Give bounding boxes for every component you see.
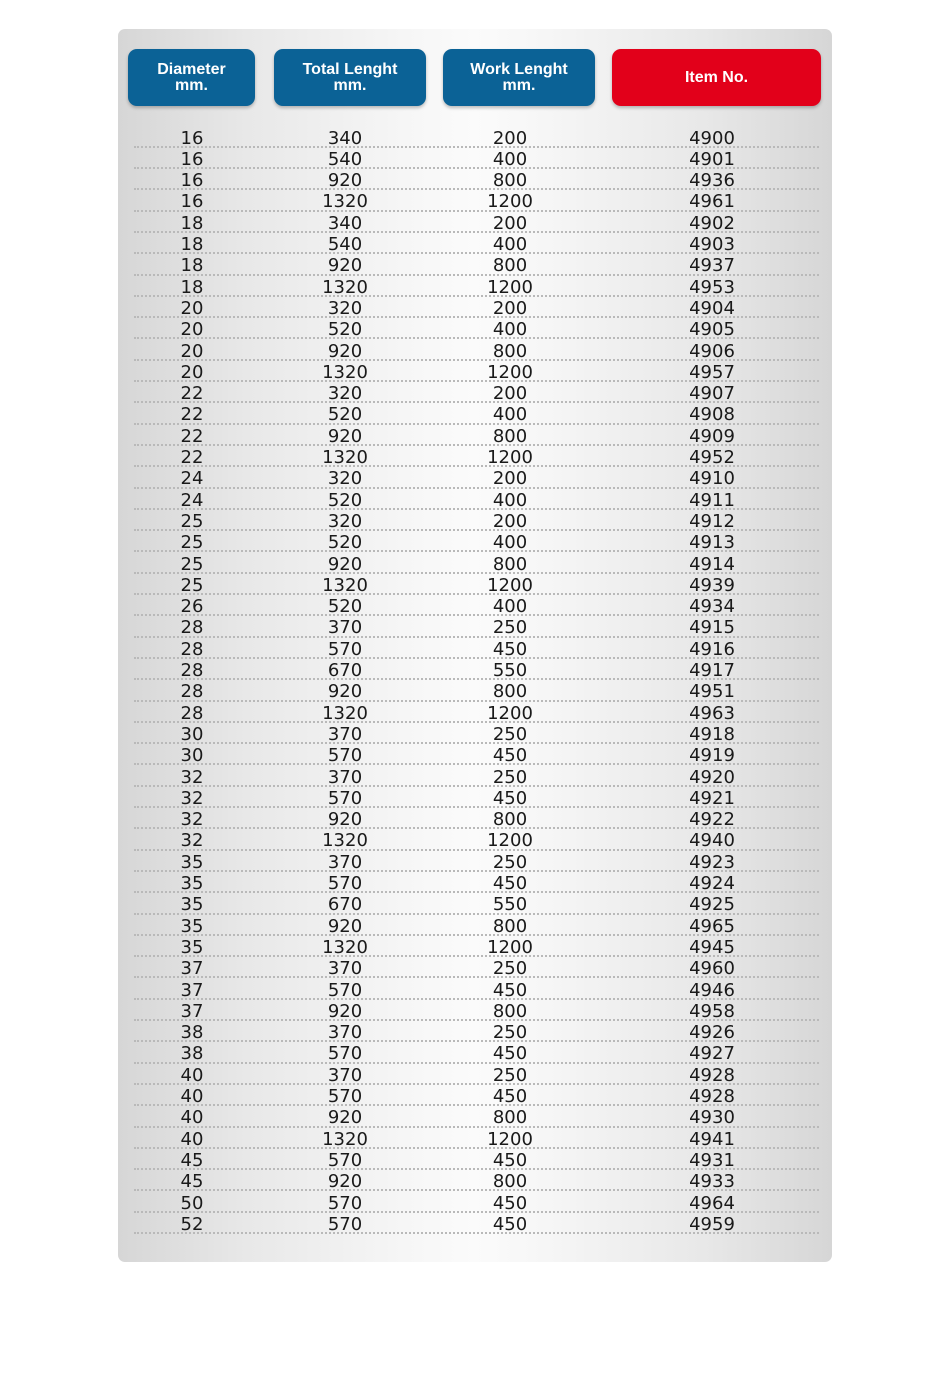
total-length-cell: 570 — [327, 1192, 363, 1214]
table-row — [0, 830, 950, 851]
total-length-cell: 370 — [327, 851, 363, 873]
item-no-cell: 4912 — [689, 510, 735, 532]
diameter-cell: 32 — [180, 809, 204, 831]
item-no-cell: 4930 — [689, 1107, 735, 1129]
work-length-cell: 450 — [492, 787, 528, 809]
item-no-cell: 4911 — [689, 489, 735, 511]
diameter-cell: 32 — [180, 766, 204, 788]
item-no-cell: 4939 — [689, 574, 735, 596]
diameter-cell: 16 — [180, 170, 204, 192]
table-row — [0, 128, 950, 149]
header-item-no-label: Item No. — [684, 68, 749, 86]
item-no-cell: 4924 — [689, 873, 735, 894]
work-length-cell: 200 — [492, 212, 528, 234]
work-length-cell: 800 — [492, 681, 528, 703]
total-length-cell: 570 — [327, 1149, 363, 1171]
total-length-cell: 520 — [327, 489, 363, 511]
item-no-cell: 4936 — [689, 170, 735, 192]
diameter-cell: 52 — [180, 1213, 204, 1235]
table-row — [0, 447, 950, 468]
work-length-cell: 1200 — [487, 361, 533, 383]
item-no-cell: 4900 — [689, 127, 735, 149]
item-no-cell: 4946 — [689, 979, 735, 1001]
item-no-cell: 4913 — [689, 532, 735, 554]
total-length-cell: 920 — [327, 1171, 363, 1193]
work-length-cell: 450 — [492, 1149, 528, 1171]
item-no-cell: 4914 — [689, 553, 735, 575]
table-row — [0, 681, 950, 702]
item-no-cell: 4916 — [689, 638, 735, 660]
work-length-cell: 400 — [492, 489, 528, 511]
item-no-cell: 4928 — [689, 1064, 735, 1086]
table-row — [0, 234, 950, 255]
total-length-cell: 320 — [327, 510, 363, 532]
item-no-cell: 4927 — [689, 1043, 735, 1065]
table-row — [0, 1214, 950, 1235]
item-no-cell: 4931 — [689, 1149, 735, 1171]
item-no-cell: 4917 — [689, 660, 735, 681]
diameter-cell: 35 — [180, 915, 204, 937]
table-row — [0, 745, 950, 766]
work-length-cell: 400 — [492, 596, 528, 618]
table-row — [0, 1193, 950, 1214]
total-length-cell: 520 — [327, 404, 363, 426]
diameter-cell: 38 — [180, 1022, 204, 1044]
item-no-cell: 4905 — [689, 319, 735, 341]
item-no-cell: 4920 — [689, 766, 735, 788]
work-length-cell: 800 — [492, 255, 528, 277]
table-row — [0, 468, 950, 489]
table-row — [0, 1171, 950, 1192]
diameter-cell: 30 — [180, 745, 204, 767]
work-length-cell: 1200 — [487, 830, 533, 852]
header-total-length-line2: mm. — [333, 76, 367, 94]
header-diameter-line1: Diameter — [157, 60, 226, 78]
item-no-cell: 4904 — [689, 297, 735, 319]
work-length-cell: 200 — [492, 468, 528, 490]
diameter-cell: 20 — [180, 340, 204, 362]
item-no-cell: 4915 — [689, 617, 735, 639]
total-length-cell: 920 — [327, 809, 363, 831]
work-length-cell: 1200 — [487, 191, 533, 213]
table-row — [0, 575, 950, 596]
total-length-cell: 920 — [327, 1000, 363, 1022]
total-length-cell: 1320 — [322, 361, 368, 383]
diameter-cell: 24 — [180, 468, 204, 490]
table-row — [0, 554, 950, 575]
total-length-cell: 920 — [327, 553, 363, 575]
item-no-cell: 4922 — [689, 809, 735, 831]
header-work-length-line2: mm. — [502, 76, 536, 94]
item-no-cell: 4918 — [689, 723, 735, 745]
work-length-cell: 1200 — [487, 276, 533, 298]
diameter-cell: 16 — [180, 127, 204, 149]
table-row — [0, 1129, 950, 1150]
work-length-cell: 200 — [492, 297, 528, 319]
item-no-cell: 4928 — [689, 1086, 735, 1107]
work-length-cell: 800 — [492, 170, 528, 192]
total-length-cell: 920 — [327, 340, 363, 362]
diameter-cell: 40 — [180, 1128, 204, 1150]
item-no-cell: 4906 — [689, 340, 735, 362]
total-length-cell: 1320 — [322, 702, 368, 724]
total-length-cell: 1320 — [322, 447, 368, 468]
work-length-cell: 450 — [492, 638, 528, 660]
header-item-no — [612, 49, 821, 106]
table-row — [0, 213, 950, 234]
item-no-cell: 4908 — [689, 404, 735, 426]
total-length-cell: 920 — [327, 681, 363, 703]
diameter-cell: 28 — [180, 660, 204, 681]
total-length-cell: 370 — [327, 766, 363, 788]
total-length-cell: 340 — [327, 127, 363, 149]
diameter-cell: 22 — [180, 447, 204, 468]
total-length-cell: 1320 — [322, 936, 368, 958]
total-length-cell: 920 — [327, 915, 363, 937]
table-row — [0, 1001, 950, 1022]
diameter-cell: 45 — [180, 1149, 204, 1171]
item-no-cell: 4965 — [689, 915, 735, 937]
total-length-cell: 570 — [327, 1086, 363, 1107]
item-no-cell: 4923 — [689, 851, 735, 873]
diameter-cell: 35 — [180, 894, 204, 916]
total-length-cell: 370 — [327, 958, 363, 980]
table-row — [0, 532, 950, 553]
item-no-cell: 4902 — [689, 212, 735, 234]
diameter-cell: 25 — [180, 574, 204, 596]
work-length-cell: 450 — [492, 1043, 528, 1065]
header-work-length — [443, 49, 595, 106]
diameter-cell: 35 — [180, 851, 204, 873]
total-length-cell: 1320 — [322, 191, 368, 213]
total-length-cell: 340 — [327, 212, 363, 234]
item-no-cell: 4958 — [689, 1000, 735, 1022]
work-length-cell: 1200 — [487, 936, 533, 958]
work-length-cell: 800 — [492, 425, 528, 447]
table-row — [0, 724, 950, 745]
total-length-cell: 670 — [327, 660, 363, 681]
item-no-cell: 4945 — [689, 936, 735, 958]
total-length-cell: 920 — [327, 170, 363, 192]
total-length-cell: 570 — [327, 873, 363, 894]
work-length-cell: 800 — [492, 340, 528, 362]
table-row — [0, 191, 950, 212]
diameter-cell: 24 — [180, 489, 204, 511]
diameter-cell: 22 — [180, 404, 204, 426]
total-length-cell: 370 — [327, 1022, 363, 1044]
table-row — [0, 639, 950, 660]
work-length-cell: 400 — [492, 148, 528, 170]
diameter-cell: 25 — [180, 553, 204, 575]
table-row — [0, 1022, 950, 1043]
header-total-length — [274, 49, 426, 106]
table-row — [0, 404, 950, 425]
item-no-cell: 4964 — [689, 1192, 735, 1214]
diameter-cell: 25 — [180, 510, 204, 532]
table-row — [0, 149, 950, 170]
diameter-cell: 28 — [180, 617, 204, 639]
table-row — [0, 490, 950, 511]
table-row — [0, 319, 950, 340]
item-no-cell: 4960 — [689, 958, 735, 980]
work-length-cell: 800 — [492, 1107, 528, 1129]
table-row — [0, 980, 950, 1001]
diameter-cell: 37 — [180, 979, 204, 1001]
table-row — [0, 298, 950, 319]
diameter-cell: 20 — [180, 361, 204, 383]
work-length-cell: 800 — [492, 1000, 528, 1022]
table-row — [0, 1150, 950, 1171]
header-work-length-line1: Work Lenght — [470, 60, 568, 78]
diameter-cell: 18 — [180, 234, 204, 255]
diameter-cell: 18 — [180, 212, 204, 234]
table-row — [0, 1043, 950, 1064]
item-no-cell: 4909 — [689, 425, 735, 447]
work-length-cell: 400 — [492, 234, 528, 255]
diameter-cell: 37 — [180, 1000, 204, 1022]
diameter-cell: 20 — [180, 297, 204, 319]
item-no-cell: 4951 — [689, 681, 735, 703]
work-length-cell: 1200 — [487, 702, 533, 724]
diameter-cell: 35 — [180, 936, 204, 958]
table-row — [0, 916, 950, 937]
diameter-cell: 28 — [180, 638, 204, 660]
table-row — [0, 426, 950, 447]
diameter-cell: 22 — [180, 383, 204, 405]
total-length-cell: 570 — [327, 1043, 363, 1065]
total-length-cell: 570 — [327, 638, 363, 660]
item-no-cell: 4952 — [689, 447, 735, 468]
diameter-cell: 28 — [180, 681, 204, 703]
item-no-cell: 4953 — [689, 276, 735, 298]
work-length-cell: 800 — [492, 1171, 528, 1193]
work-length-cell: 1200 — [487, 574, 533, 596]
diameter-cell: 50 — [180, 1192, 204, 1214]
total-length-cell: 670 — [327, 894, 363, 916]
item-no-cell: 4933 — [689, 1171, 735, 1193]
total-length-cell: 920 — [327, 255, 363, 277]
table-row — [0, 596, 950, 617]
diameter-cell: 40 — [180, 1086, 204, 1107]
diameter-cell: 25 — [180, 532, 204, 554]
total-length-cell: 540 — [327, 234, 363, 255]
total-length-cell: 370 — [327, 723, 363, 745]
diameter-cell: 16 — [180, 148, 204, 170]
work-length-cell: 250 — [492, 851, 528, 873]
work-length-cell: 400 — [492, 319, 528, 341]
item-no-cell: 4934 — [689, 596, 735, 618]
table-row — [0, 255, 950, 276]
work-length-cell: 250 — [492, 723, 528, 745]
diameter-cell: 16 — [180, 191, 204, 213]
diameter-cell: 32 — [180, 830, 204, 852]
table-row — [0, 1086, 950, 1107]
total-length-cell: 570 — [327, 979, 363, 1001]
diameter-cell: 35 — [180, 873, 204, 894]
work-length-cell: 550 — [492, 894, 528, 916]
table-row — [0, 617, 950, 638]
work-length-cell: 250 — [492, 958, 528, 980]
work-length-cell: 550 — [492, 660, 528, 681]
total-length-cell: 320 — [327, 468, 363, 490]
total-length-cell: 370 — [327, 617, 363, 639]
work-length-cell: 800 — [492, 809, 528, 831]
item-no-cell: 4903 — [689, 234, 735, 255]
table-row — [0, 341, 950, 362]
diameter-cell: 28 — [180, 702, 204, 724]
table-row — [0, 277, 950, 298]
diameter-cell: 37 — [180, 958, 204, 980]
total-length-cell: 540 — [327, 148, 363, 170]
table-row — [0, 170, 950, 191]
table-row — [0, 958, 950, 979]
table-row — [0, 1065, 950, 1086]
table-row — [0, 511, 950, 532]
diameter-cell: 30 — [180, 723, 204, 745]
item-no-cell: 4957 — [689, 361, 735, 383]
total-length-cell: 570 — [327, 745, 363, 767]
table-row — [0, 383, 950, 404]
work-length-cell: 400 — [492, 532, 528, 554]
table-row — [0, 809, 950, 830]
total-length-cell: 920 — [327, 425, 363, 447]
work-length-cell: 250 — [492, 1022, 528, 1044]
item-no-cell: 4907 — [689, 383, 735, 405]
table-row — [0, 788, 950, 809]
table-row — [0, 660, 950, 681]
table-row — [0, 362, 950, 383]
item-no-cell: 4901 — [689, 148, 735, 170]
table-row — [0, 703, 950, 724]
total-length-cell: 1320 — [322, 830, 368, 852]
item-no-cell: 4959 — [689, 1213, 735, 1235]
work-length-cell: 200 — [492, 127, 528, 149]
item-no-cell: 4961 — [689, 191, 735, 213]
total-length-cell: 370 — [327, 1064, 363, 1086]
diameter-cell: 40 — [180, 1107, 204, 1129]
item-no-cell: 4926 — [689, 1022, 735, 1044]
header-diameter-line2: mm. — [175, 76, 208, 94]
work-length-cell: 800 — [492, 553, 528, 575]
item-no-cell: 4941 — [689, 1128, 735, 1150]
diameter-cell: 40 — [180, 1064, 204, 1086]
table-row — [0, 1107, 950, 1128]
diameter-cell: 32 — [180, 787, 204, 809]
work-length-cell: 450 — [492, 873, 528, 894]
diameter-cell: 18 — [180, 276, 204, 298]
total-length-cell: 1320 — [322, 574, 368, 596]
total-length-cell: 520 — [327, 319, 363, 341]
work-length-cell: 800 — [492, 915, 528, 937]
table-row — [0, 873, 950, 894]
total-length-cell: 320 — [327, 297, 363, 319]
item-no-cell: 4910 — [689, 468, 735, 490]
diameter-cell: 45 — [180, 1171, 204, 1193]
item-no-cell: 4940 — [689, 830, 735, 852]
total-length-cell: 1320 — [322, 1128, 368, 1150]
table-row — [0, 767, 950, 788]
item-no-cell: 4925 — [689, 894, 735, 916]
total-length-cell: 1320 — [322, 276, 368, 298]
diameter-cell: 38 — [180, 1043, 204, 1065]
work-length-cell: 400 — [492, 404, 528, 426]
total-length-cell: 520 — [327, 596, 363, 618]
diameter-cell: 22 — [180, 425, 204, 447]
header-diameter — [128, 49, 255, 106]
work-length-cell: 450 — [492, 1192, 528, 1214]
work-length-cell: 1200 — [487, 447, 533, 468]
work-length-cell: 450 — [492, 1213, 528, 1235]
diameter-cell: 26 — [180, 596, 204, 618]
work-length-cell: 200 — [492, 383, 528, 405]
table-row — [0, 937, 950, 958]
table-row — [0, 852, 950, 873]
work-length-cell: 450 — [492, 1086, 528, 1107]
work-length-cell: 450 — [492, 979, 528, 1001]
work-length-cell: 200 — [492, 510, 528, 532]
table-row — [0, 894, 950, 915]
total-length-cell: 320 — [327, 383, 363, 405]
total-length-cell: 570 — [327, 787, 363, 809]
header-total-length-line1: Total Lenght — [302, 60, 398, 78]
diameter-cell: 18 — [180, 255, 204, 277]
item-no-cell: 4937 — [689, 255, 735, 277]
item-no-cell: 4963 — [689, 702, 735, 724]
work-length-cell: 1200 — [487, 1128, 533, 1150]
work-length-cell: 450 — [492, 745, 528, 767]
work-length-cell: 250 — [492, 1064, 528, 1086]
item-no-cell: 4921 — [689, 787, 735, 809]
total-length-cell: 920 — [327, 1107, 363, 1129]
item-no-cell: 4919 — [689, 745, 735, 767]
total-length-cell: 520 — [327, 532, 363, 554]
work-length-cell: 250 — [492, 617, 528, 639]
diameter-cell: 20 — [180, 319, 204, 341]
total-length-cell: 570 — [327, 1213, 363, 1235]
work-length-cell: 250 — [492, 766, 528, 788]
